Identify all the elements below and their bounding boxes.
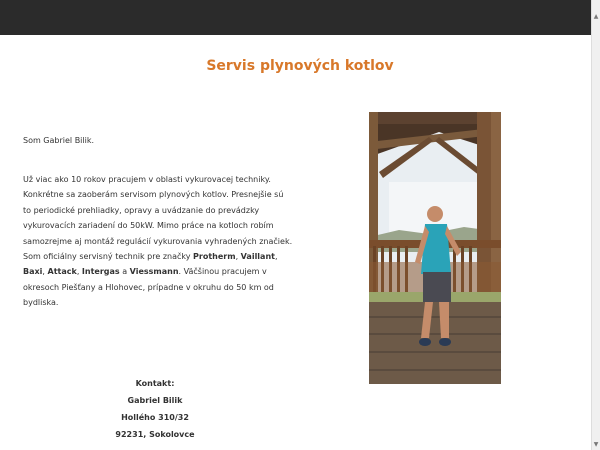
contact-name: Gabriel Bilik: [127, 396, 183, 405]
scroll-up-arrow-icon[interactable]: ▲: [593, 13, 599, 20]
brand-separator: ,: [76, 267, 82, 277]
brand-vaillant: Vaillant: [240, 252, 275, 262]
intro-text: Som Gabriel Bilik.: [23, 136, 95, 145]
technician-photo: [369, 112, 501, 384]
brand-attack: Attack: [47, 267, 77, 277]
contact-heading: Kontakt:: [135, 379, 175, 388]
about-text-start: Už viac ako 10 rokov pracujem v oblasti vykurovacej techniky. Konkrétne sa zaoberám servisom plynových kotlov. Presnejšie sú to periodické prehliadky, opravy a uvádzanie do prevádzky vykurovacích zariadení do 50kW. Mimo práce na kotloch robím samozrejme aj montáž regulácií vykurovania vyhradených značiek. Som oficiálny servisný technik pre značky: [23, 175, 293, 262]
page-title: Servis plynových kotlov: [206, 58, 394, 74]
brand-separator: a: [119, 267, 130, 277]
brand-viessmann: Viessmann: [129, 267, 179, 277]
brand-baxi: Baxi: [23, 267, 43, 277]
brand-separator: ,: [274, 252, 278, 262]
contact-street: Hollého 310/32: [121, 413, 189, 422]
brand-intergas: Intergas: [81, 267, 120, 277]
brand-separator: ,: [235, 252, 241, 262]
contact-city: 92231, Sokolovce: [115, 430, 195, 439]
about-paragraph: [23, 172, 293, 311]
brand-protherm: Protherm: [193, 252, 236, 262]
page-scrollbar[interactable]: [591, 0, 600, 450]
about-text-end: . Väčšinou pracujem v okresoch Piešťany a Hlohovec, prípadne v okruhu do 50 km od bydliska.: [23, 267, 274, 308]
scroll-down-arrow-icon[interactable]: ▼: [593, 441, 599, 448]
top-navigation-bar: [0, 0, 600, 35]
brand-separator: ,: [42, 267, 48, 277]
contact-block: [95, 375, 215, 443]
